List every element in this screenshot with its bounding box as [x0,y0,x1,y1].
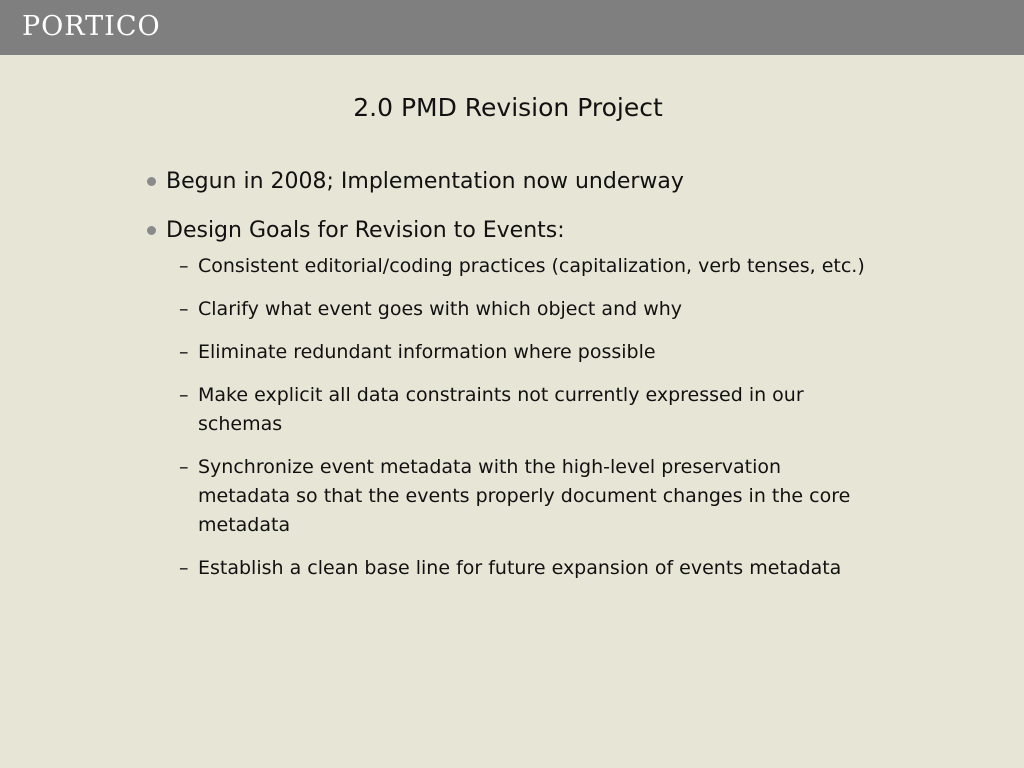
dash-icon: – [179,456,189,478]
sub-bullet-item [146,453,866,540]
dash-icon: – [179,255,189,277]
sub-bullet-text: Consistent editorial/coding practices (capitalization, verb tenses, etc.) [198,255,865,277]
dash-icon: – [179,298,189,320]
bullet-item [146,212,866,250]
bullet-dot-icon [147,226,156,235]
dash-icon: – [179,557,189,579]
slide-title: 2.0 PMD Revision Project [353,93,663,122]
dash-icon: – [179,341,189,363]
dash-icon: – [179,384,189,406]
bullet-dot-icon [147,177,156,186]
bullet-item [146,163,866,201]
sub-bullet-list [146,252,866,583]
portico-logo: PORTICO [22,11,161,42]
sub-bullet-text: Eliminate redundant information where possible [198,341,656,363]
sub-bullet-item [146,381,866,439]
sub-bullet-item [146,252,866,281]
sub-bullet-text: Establish a clean base line for future expansion of events metadata [198,557,842,579]
sub-bullet-item [146,295,866,324]
header-bar [0,0,1024,55]
sub-bullet-text: Clarify what event goes with which object and why [198,298,683,320]
sub-bullet-text: Make explicit all data constraints not currently expressed in our schemas [198,384,804,435]
sub-bullet-item [146,338,866,367]
sub-bullet-item [146,554,866,583]
bullet-text: Begun in 2008; Implementation now underway [166,169,684,194]
slide-content [146,163,866,597]
sub-bullet-text: Synchronize event metadata with the high-level preservation metadata so that the events properly document changes in the core metadata [198,456,851,536]
bullet-text: Design Goals for Revision to Events: [166,218,565,243]
